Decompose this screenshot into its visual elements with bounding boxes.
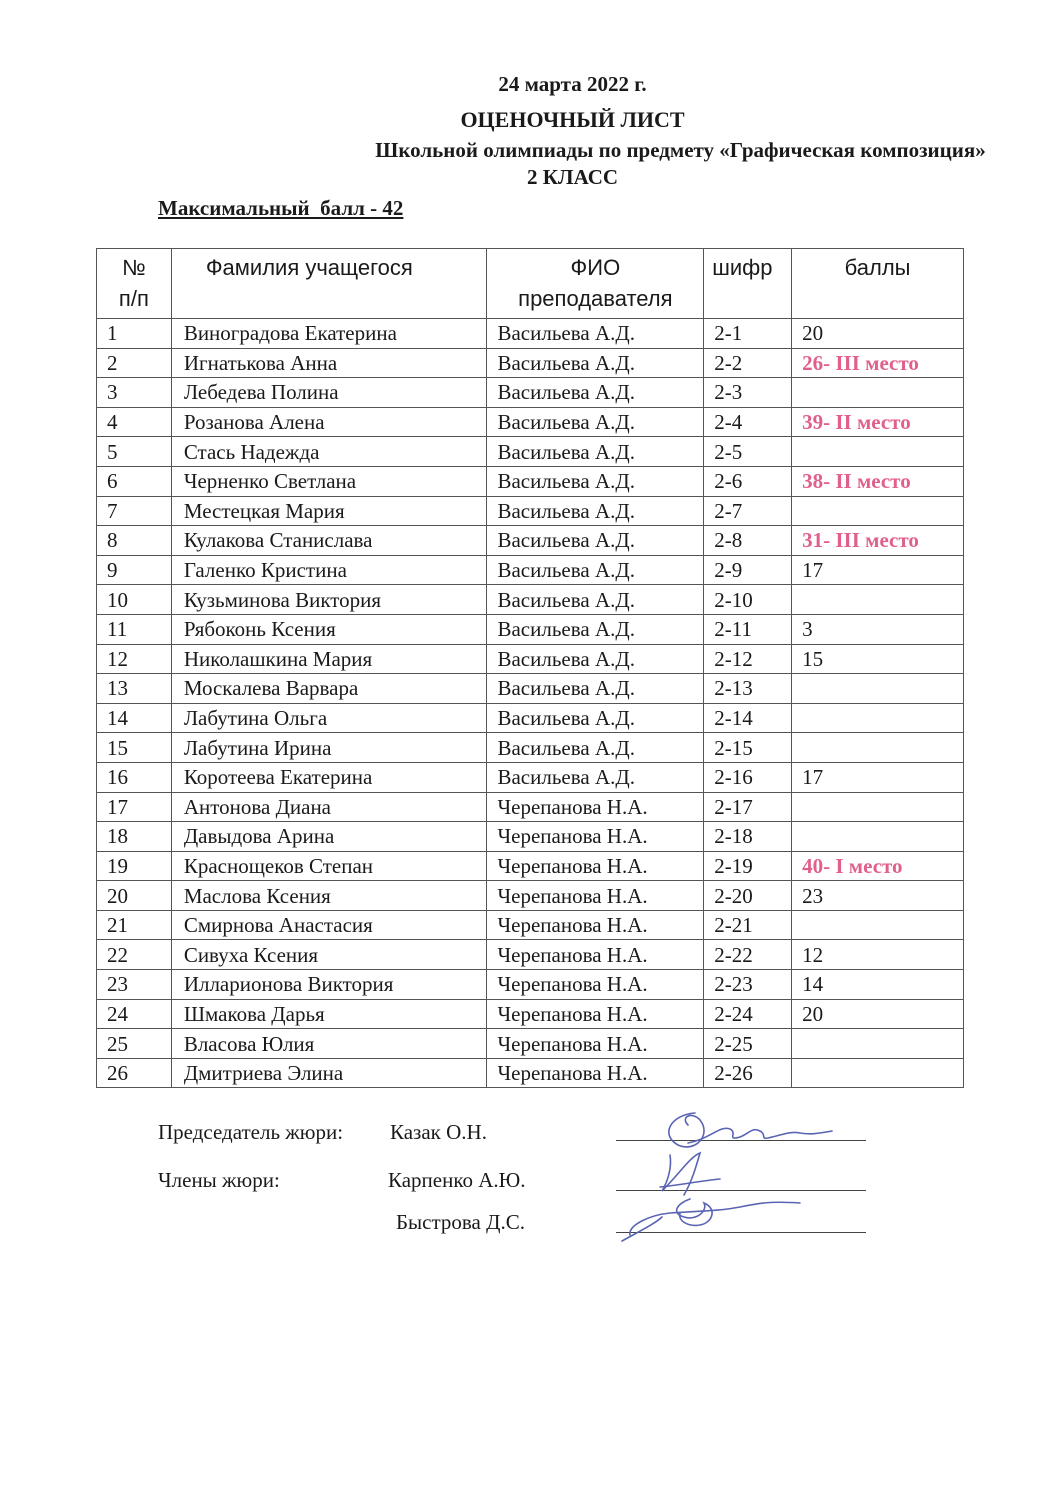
student-name: Москалева Варвара xyxy=(171,674,487,704)
row-number: 12 xyxy=(97,644,172,674)
jury-members-label: Члены жюри: xyxy=(158,1168,280,1192)
student-score: 23 xyxy=(792,881,964,911)
student-code: 2-23 xyxy=(704,970,792,1000)
table-row xyxy=(97,585,964,615)
student-score xyxy=(792,822,964,852)
teacher-name: Васильева А.Д. xyxy=(487,703,704,733)
student-code: 2-18 xyxy=(704,822,792,852)
student-code: 2-9 xyxy=(704,555,792,585)
student-name: Кузьминова Виктория xyxy=(171,585,487,615)
student-code: 2-26 xyxy=(704,1058,792,1088)
table-row xyxy=(97,881,964,911)
student-code: 2-16 xyxy=(704,762,792,792)
row-number: 23 xyxy=(97,970,172,1000)
table-row xyxy=(97,910,964,940)
jury-member-1: Карпенко А.Ю. xyxy=(388,1168,526,1192)
student-score: 17 xyxy=(792,555,964,585)
student-score xyxy=(792,910,964,940)
teacher-name: Васильева А.Д. xyxy=(487,674,704,704)
row-number: 10 xyxy=(97,585,172,615)
student-name: Галенко Кристина xyxy=(171,555,487,585)
signature-chair-stroke-2 xyxy=(688,1128,832,1143)
header-teacher xyxy=(487,249,704,319)
student-score: 39- II место xyxy=(792,407,964,437)
student-name: Краснощеков Степан xyxy=(171,851,487,881)
teacher-name: Черепанова Н.А. xyxy=(487,1058,704,1088)
row-number: 26 xyxy=(97,1058,172,1088)
student-code: 2-6 xyxy=(704,466,792,496)
teacher-name: Черепанова Н.А. xyxy=(487,999,704,1029)
table-row xyxy=(97,851,964,881)
student-code: 2-17 xyxy=(704,792,792,822)
table-row xyxy=(97,822,964,852)
header-num xyxy=(97,249,172,319)
student-code: 2-10 xyxy=(704,585,792,615)
student-name: Лебедева Полина xyxy=(171,378,487,408)
student-score xyxy=(792,674,964,704)
document-subtitle: Школьной олимпиады по предмету «Графическая композиция» xyxy=(375,138,986,162)
student-score xyxy=(792,703,964,733)
student-name: Игнатькова Анна xyxy=(171,348,487,378)
teacher-name: Васильева А.Д. xyxy=(487,526,704,556)
teacher-name: Черепанова Н.А. xyxy=(487,792,704,822)
table-row xyxy=(97,674,964,704)
student-name: Дмитриева Элина xyxy=(171,1058,487,1088)
student-score: 20 xyxy=(792,999,964,1029)
header-student: Фамилия учащегося xyxy=(171,249,487,319)
row-number: 3 xyxy=(97,378,172,408)
teacher-name: Васильева А.Д. xyxy=(487,733,704,763)
student-name: Рябоконь Ксения xyxy=(171,614,487,644)
results-table xyxy=(96,248,964,1088)
signature-member1-stroke-1 xyxy=(662,1153,700,1195)
student-name: Шмакова Дарья xyxy=(171,999,487,1029)
student-score: 40- I место xyxy=(792,851,964,881)
student-score xyxy=(792,378,964,408)
row-number: 1 xyxy=(97,319,172,349)
table-row xyxy=(97,437,964,467)
teacher-name: Васильева А.Д. xyxy=(487,496,704,526)
row-number: 22 xyxy=(97,940,172,970)
student-name: Коротеева Екатерина xyxy=(171,762,487,792)
table-row xyxy=(97,348,964,378)
teacher-name: Черепанова Н.А. xyxy=(487,970,704,1000)
student-name: Николашкина Мария xyxy=(171,644,487,674)
student-code: 2-4 xyxy=(704,407,792,437)
row-number: 25 xyxy=(97,1029,172,1059)
row-number: 17 xyxy=(97,792,172,822)
row-number: 9 xyxy=(97,555,172,585)
student-score xyxy=(792,585,964,615)
table-body xyxy=(97,319,964,1088)
teacher-name: Васильева А.Д. xyxy=(487,585,704,615)
student-code: 2-15 xyxy=(704,733,792,763)
student-code: 2-20 xyxy=(704,881,792,911)
student-code: 2-11 xyxy=(704,614,792,644)
student-score xyxy=(792,1058,964,1088)
row-number: 2 xyxy=(97,348,172,378)
table-row xyxy=(97,644,964,674)
table-row xyxy=(97,378,964,408)
document-title: ОЦЕНОЧНЫЙ ЛИСТ xyxy=(460,107,685,132)
row-number: 7 xyxy=(97,496,172,526)
student-code: 2-14 xyxy=(704,703,792,733)
student-score: 17 xyxy=(792,762,964,792)
row-number: 16 xyxy=(97,762,172,792)
student-code: 2-1 xyxy=(704,319,792,349)
student-code: 2-21 xyxy=(704,910,792,940)
signature-chair-stroke-1 xyxy=(669,1113,704,1147)
student-score: 20 xyxy=(792,319,964,349)
table-row xyxy=(97,526,964,556)
student-code: 2-7 xyxy=(704,496,792,526)
student-name: Местецкая Мария xyxy=(171,496,487,526)
student-name: Илларионова Виктория xyxy=(171,970,487,1000)
row-number: 19 xyxy=(97,851,172,881)
row-number: 14 xyxy=(97,703,172,733)
jury-chair-name: Казак О.Н. xyxy=(390,1120,487,1144)
signature-member2-stroke-2 xyxy=(630,1202,800,1235)
student-name: Маслова Ксения xyxy=(171,881,487,911)
student-score: 31- III место xyxy=(792,526,964,556)
student-score: 26- III место xyxy=(792,348,964,378)
row-number: 21 xyxy=(97,910,172,940)
student-code: 2-8 xyxy=(704,526,792,556)
table-row xyxy=(97,319,964,349)
student-code: 2-24 xyxy=(704,999,792,1029)
student-score: 15 xyxy=(792,644,964,674)
teacher-name: Черепанова Н.А. xyxy=(487,881,704,911)
student-score xyxy=(792,437,964,467)
teacher-name: Черепанова Н.А. xyxy=(487,910,704,940)
table-row xyxy=(97,1058,964,1088)
teacher-name: Черепанова Н.А. xyxy=(487,851,704,881)
student-name: Стась Надежда xyxy=(171,437,487,467)
table-row xyxy=(97,614,964,644)
header-score: баллы xyxy=(792,249,964,319)
teacher-name: Черепанова Н.А. xyxy=(487,940,704,970)
student-name: Давыдова Арина xyxy=(171,822,487,852)
table-row xyxy=(97,970,964,1000)
table-row xyxy=(97,466,964,496)
row-number: 4 xyxy=(97,407,172,437)
table-row xyxy=(97,940,964,970)
student-name: Виноградова Екатерина xyxy=(171,319,487,349)
student-name: Лабутина Ирина xyxy=(171,733,487,763)
student-code: 2-5 xyxy=(704,437,792,467)
table-row xyxy=(97,555,964,585)
student-code: 2-19 xyxy=(704,851,792,881)
student-name: Кулакова Станислава xyxy=(171,526,487,556)
student-score: 3 xyxy=(792,614,964,644)
row-number: 20 xyxy=(97,881,172,911)
header-code: шифр xyxy=(704,249,792,319)
table-row xyxy=(97,407,964,437)
row-number: 8 xyxy=(97,526,172,556)
teacher-name: Васильева А.Д. xyxy=(487,614,704,644)
row-number: 18 xyxy=(97,822,172,852)
teacher-name: Васильева А.Д. xyxy=(487,466,704,496)
row-number: 15 xyxy=(97,733,172,763)
document-date: 24 марта 2022 г. xyxy=(498,72,647,96)
header-num-line2: п/п xyxy=(118,286,149,311)
student-code: 2-25 xyxy=(704,1029,792,1059)
teacher-name: Васильева А.Д. xyxy=(487,644,704,674)
student-name: Смирнова Анастасия xyxy=(171,910,487,940)
header-teacher-line2: преподавателя xyxy=(518,286,673,311)
teacher-name: Васильева А.Д. xyxy=(487,378,704,408)
header-num-line1: № xyxy=(122,255,146,280)
table-row xyxy=(97,703,964,733)
table-row xyxy=(97,999,964,1029)
student-name: Сивуха Ксения xyxy=(171,940,487,970)
student-code: 2-12 xyxy=(704,644,792,674)
student-score: 38- II место xyxy=(792,466,964,496)
student-score xyxy=(792,1029,964,1059)
header-teacher-line1: ФИО xyxy=(570,255,621,280)
student-score xyxy=(792,496,964,526)
table-row xyxy=(97,733,964,763)
table-row xyxy=(97,792,964,822)
student-name: Антонова Диана xyxy=(171,792,487,822)
student-score xyxy=(792,792,964,822)
teacher-name: Черепанова Н.А. xyxy=(487,822,704,852)
row-number: 24 xyxy=(97,999,172,1029)
student-name: Власова Юлия xyxy=(171,1029,487,1059)
table-row xyxy=(97,762,964,792)
table-row xyxy=(97,496,964,526)
table-row xyxy=(97,1029,964,1059)
class-label: 2 КЛАСС xyxy=(526,165,619,189)
row-number: 13 xyxy=(97,674,172,704)
teacher-name: Васильева А.Д. xyxy=(487,555,704,585)
teacher-name: Черепанова Н.А. xyxy=(487,1029,704,1059)
row-number: 6 xyxy=(97,466,172,496)
student-code: 2-22 xyxy=(704,940,792,970)
teacher-name: Васильева А.Д. xyxy=(487,762,704,792)
handwritten-signatures xyxy=(600,1095,860,1255)
student-score xyxy=(792,733,964,763)
student-code: 2-3 xyxy=(704,378,792,408)
table-header-row xyxy=(97,249,964,319)
teacher-name: Васильева А.Д. xyxy=(487,319,704,349)
row-number: 5 xyxy=(97,437,172,467)
jury-chair-label: Председатель жюри: xyxy=(158,1120,344,1144)
student-score: 12 xyxy=(792,940,964,970)
max-score-label: Максимальный балл - 42 xyxy=(158,196,404,220)
student-name: Розанова Алена xyxy=(171,407,487,437)
teacher-name: Васильева А.Д. xyxy=(487,348,704,378)
student-name: Черненко Светлана xyxy=(171,466,487,496)
student-code: 2-2 xyxy=(704,348,792,378)
jury-member-2: Быстрова Д.С. xyxy=(396,1210,525,1234)
row-number: 11 xyxy=(97,614,172,644)
student-score: 14 xyxy=(792,970,964,1000)
student-code: 2-13 xyxy=(704,674,792,704)
teacher-name: Васильева А.Д. xyxy=(487,437,704,467)
student-name: Лабутина Ольга xyxy=(171,703,487,733)
teacher-name: Васильева А.Д. xyxy=(487,407,704,437)
